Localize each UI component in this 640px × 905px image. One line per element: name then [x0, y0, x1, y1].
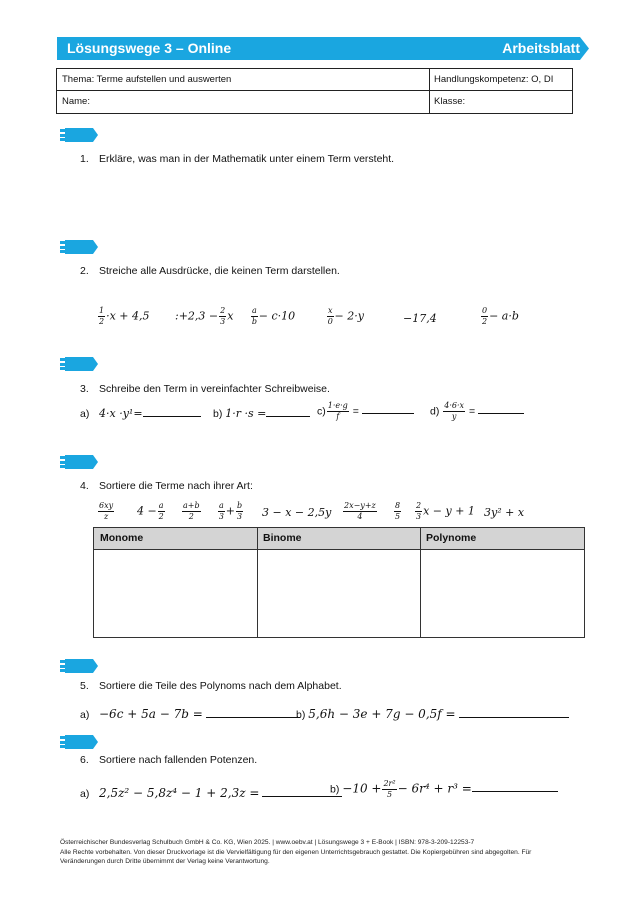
expr-3[interactable] [250, 307, 295, 326]
term-6[interactable] [342, 502, 378, 521]
denominator: 2 [482, 317, 488, 326]
denominator: 2 [188, 512, 194, 521]
task-marker-icon [60, 240, 98, 254]
expr-1[interactable] [97, 307, 150, 326]
answer-cell-binome[interactable] [258, 550, 420, 637]
answer-blank[interactable] [362, 405, 414, 414]
task-number: 3. [80, 383, 89, 395]
numerator: 4·6·𝑥 [444, 401, 465, 410]
task-3b [213, 407, 310, 420]
part-label: a) [80, 709, 90, 721]
task-4 [80, 480, 253, 492]
task-2 [80, 265, 340, 277]
page-title: Lösungswege 3 – Online [67, 40, 232, 56]
expr-6[interactable] [480, 307, 519, 326]
task-marker-icon [60, 735, 98, 749]
expr-text: 𝑥 − 𝑦 + 1 [423, 504, 475, 518]
task-3d [430, 402, 524, 421]
term-5[interactable] [262, 506, 331, 519]
expr-4[interactable] [326, 307, 364, 326]
term-8[interactable] [414, 502, 475, 521]
term-7[interactable] [393, 502, 402, 521]
task-number: 2. [80, 265, 89, 277]
task-number: 5. [80, 680, 89, 692]
equals-sign: = [352, 405, 359, 418]
numerator: 𝑥 [328, 306, 333, 315]
numerator: 8 [395, 501, 401, 510]
column-header-monome: Monome [100, 532, 144, 544]
numerator: 1·𝑒·𝑔 [327, 401, 348, 410]
task-text: Sortiere die Teile des Polynoms nach dem Alphabet. [99, 680, 342, 692]
column-header-polynome: Polynome [426, 532, 477, 544]
task-3 [80, 383, 330, 395]
numerator: 1 [99, 306, 105, 315]
expr-text: −6𝑐 + 5𝑎 − 7𝑏 = [99, 707, 203, 721]
task-5 [80, 680, 342, 692]
answer-blank[interactable] [459, 709, 569, 718]
equals-sign: = [468, 405, 476, 418]
sort-table-header [94, 528, 584, 550]
denominator: 5 [395, 512, 401, 521]
task-number: 4. [80, 480, 89, 492]
denominator: 3 [237, 512, 243, 521]
worksheet-label: Arbeitsblatt [502, 40, 580, 56]
part-label: a) [80, 408, 90, 420]
term-4[interactable] [217, 502, 244, 521]
task-text: Sortiere nach fallenden Potenzen. [99, 754, 258, 766]
expr-text: −10 + [342, 781, 382, 796]
expr-text: 1·𝑟 ·𝑠 = [225, 407, 267, 420]
task-number: 6. [80, 754, 89, 766]
numerator: 𝑎+𝑏 [183, 501, 200, 510]
task-text: Erkläre, was man in der Mathematik unter einem Term versteht. [99, 153, 395, 165]
expr-text: 3𝑦² + 𝑥 [484, 506, 525, 519]
expr-text: 3 − 𝑥 − 2,5𝑦 [262, 506, 332, 519]
answer-blank[interactable] [478, 405, 524, 414]
part-label: c) [317, 405, 326, 418]
expr-text: 5,6ℎ − 3𝑒 + 7𝑔 − 0,5𝑓 = [308, 707, 456, 721]
task-6a [80, 786, 342, 800]
denominator: 5 [386, 790, 393, 799]
task-3c [317, 402, 414, 421]
denominator: 𝑏 [251, 317, 257, 326]
part-label: b) [213, 408, 223, 420]
task-3a [80, 407, 201, 420]
numerator: 2 [416, 501, 422, 510]
task-5b [296, 707, 569, 721]
expr-text: ·𝑥 + 4,5 [106, 309, 150, 323]
numerator: 0 [482, 306, 488, 315]
denominator: 2 [158, 512, 164, 521]
column-header-binome: Binome [263, 532, 302, 544]
info-row-2 [57, 91, 572, 113]
task-5a [80, 707, 300, 721]
expr-text: − 2·𝑦 [334, 309, 364, 323]
answer-blank[interactable] [472, 783, 558, 792]
info-row-1 [57, 69, 572, 91]
expr-text: − 𝑐·10 [258, 309, 296, 323]
denominator: 3 [218, 512, 224, 521]
footer-rights: Alle Rechte vorbehalten. Von dieser Druckvorlage ist die Vervielfältigung für den eigenen Unterrichtsgebrauch gestattet. Die Kopiergebühren sind abgegolten. Für Veränderungen durch Dritte übernimmt der Verlag keine Verantwortung. [60, 848, 532, 866]
expr-text: − 6𝑟⁴ + 𝑟³ = [397, 781, 472, 796]
part-label: a) [80, 788, 90, 800]
denominator: 3 [220, 317, 226, 326]
denominator: 4 [357, 512, 363, 521]
denominator: 𝑦 [451, 412, 457, 421]
denominator: 2 [99, 317, 105, 326]
task-text: Streiche alle Ausdrücke, die keinen Term darstellen. [99, 265, 340, 277]
part-label: d) [430, 405, 440, 418]
term-2[interactable] [137, 502, 166, 521]
task-text: Schreibe den Term in vereinfachter Schreibweise. [99, 383, 330, 395]
class-field[interactable]: Klasse: [434, 96, 466, 107]
term-1[interactable] [97, 502, 115, 521]
task-marker-icon [60, 455, 98, 469]
expr-5[interactable] [403, 312, 437, 325]
footer-copyright: Österreichischer Bundesverlag Schulbuch GmbH & Co. KG, Wien 2025. | www.oebv.at | Lösungswege 3 + E-Book | ISBN: 978-3-209-12253-7 [60, 839, 475, 846]
task-1 [80, 153, 394, 165]
plus-sign: + [225, 504, 235, 518]
task-text: Sortiere die Terme nach ihrer Art: [99, 480, 253, 492]
denominator: 𝑧 [103, 512, 109, 521]
task-6b [330, 780, 558, 799]
answer-blank[interactable] [206, 709, 300, 718]
expr-text: :+2,3 − [175, 309, 219, 323]
expr-text: 𝑥 [227, 309, 234, 323]
info-table [56, 68, 573, 114]
answer-cell-monome[interactable] [94, 550, 257, 637]
numerator: 𝑏 [237, 501, 243, 510]
task-number: 1. [80, 153, 89, 165]
topic-label: Thema: Terme aufstellen und auswerten [62, 74, 232, 85]
expr-text: − 𝑎·𝑏 [489, 309, 519, 323]
answer-blank[interactable] [143, 408, 201, 417]
numerator: 6𝑥𝑦 [99, 501, 114, 510]
expr-text: 4 − [137, 504, 157, 518]
task-marker-icon [60, 357, 98, 371]
answer-blank[interactable] [266, 408, 310, 417]
numerator: 2𝑥−𝑦+𝑧 [344, 501, 376, 510]
numerator: 𝑎 [219, 501, 224, 510]
numerator: 2𝑟² [383, 779, 396, 788]
task-6 [80, 754, 257, 766]
task-marker-icon [60, 128, 98, 142]
term-3[interactable] [181, 502, 202, 521]
info-divider [429, 69, 430, 113]
expr-text: 2,5𝑧² − 5,8𝑧⁴ − 1 + 2,3𝑧 = [99, 786, 260, 800]
denominator: 𝑓 [336, 412, 340, 421]
part-label: b) [296, 709, 306, 721]
competence-label: Handlungskompetenz: O, DI [434, 74, 554, 85]
numerator: 𝑎 [252, 306, 257, 315]
numerator: 𝑎 [158, 501, 164, 510]
expr-text: 4·𝑥 ·𝑦¹= [99, 407, 143, 420]
footer [60, 838, 570, 867]
answer-cell-polynome[interactable] [421, 550, 584, 637]
term-9[interactable] [484, 506, 524, 519]
denominator: 0 [327, 317, 333, 326]
numerator: 2 [220, 306, 226, 315]
task-marker-icon [60, 659, 98, 673]
sort-table [93, 527, 585, 638]
expr-2[interactable] [175, 307, 233, 326]
name-field[interactable]: Name: [62, 96, 90, 107]
part-label: b) [330, 783, 340, 796]
expr-text: −17,4 [403, 312, 437, 325]
denominator: 3 [416, 512, 422, 521]
